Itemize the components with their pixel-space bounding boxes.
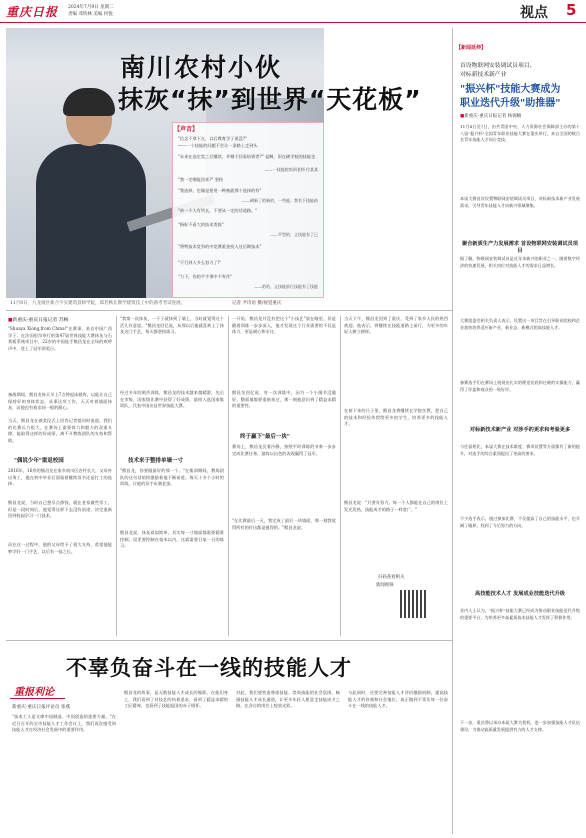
bottom-paragraph: 熊昌龙的故事，是无数技能人才成长的缩影。在他们身上，我们看到了对技艺的执着追求，看到了精益求精的工匠精神，也看到了技能报国的赤子情怀。 <box>124 690 228 709</box>
right-paragraph: 不少选手表示，通过参加比赛，不仅提高了自己的技能水平，也开阔了眼界，找到了今后努力的方向。 <box>460 516 580 528</box>
newspaper-logo: 重庆日报 <box>6 5 59 19</box>
subheading: 终于赢下"最后一块" <box>240 434 290 440</box>
col3-paragraph: 一开始，熊昌龙并没有把这个"小技艺"放在眼里，但是随着训练一步步深入，他才发现这个行业需要的不仅是体力，更是耐心和专注。 <box>232 316 336 335</box>
bottom-paragraph: 对此，我们要营造尊重技能、崇尚技能的社会氛围，畅通技能人才成长通道，让更多年轻人愿意走技能成才之路，在各自的岗位上绽放光彩。 <box>236 690 340 709</box>
col3-paragraph: "在比赛最后一天，我完成了最后一块墙面，那一刻我觉得所有的付出都是值得的。"熊昌龙说。 <box>232 518 336 530</box>
col1-paragraph: 而在这一过程中，他的父母给予了很大支持，希望他能够学好一门手艺，以后有一技之长。 <box>8 542 112 554</box>
section-title: 视点 <box>520 5 548 21</box>
right-headline: "振兴杯"技能大赛成为 <box>460 84 561 95</box>
quote-line: "力下，你的平手那中不有作" <box>178 274 233 279</box>
bottom-paragraph: 与此同时，还要完善技能人才评价激励机制，提高技能人才的待遇和社会地位，真正做到不辜负每一位奋斗在一线的技能人才。 <box>348 690 448 709</box>
headline-line2: 抹灰“抹”到世界“天花板” <box>118 85 422 114</box>
divider <box>6 640 452 641</box>
right-lead: 首设物联网安装调试员项目、 <box>460 63 536 69</box>
right-paragraph: 据了解，物联网安装调试员是近年来新兴的职业之一，随着数字经济的快速发展，相关岗位对技能人才的需求日益增长。 <box>460 256 580 268</box>
right-subheading: 高技能技术人才 发展成业技能迭代升级 <box>475 591 565 597</box>
right-paragraph: 与往届相比，本届大赛在技术难度、赛项设置等方面都有了新的提升，对选手的综合素质提出了更高的要求。 <box>460 444 580 456</box>
headline-line1: 南川农村小伙 <box>120 53 283 82</box>
subheading: 技术来于整排单墙一寸 <box>128 458 184 464</box>
qr-code-icon[interactable] <box>400 590 428 618</box>
col2-paragraph: 熊昌龙说，抹灰看似简单，其实每一寸墙面都需要精准控制，误差要控制在毫米以内，这就需要日复一日的练习。 <box>120 530 224 549</box>
bottom-byline: 新重庆-重庆日报评论员 张燕 <box>12 705 71 710</box>
issue-date: 2024年7月9日 星期二 <box>68 5 114 10</box>
quote-box-title: 【声音】 <box>174 126 199 133</box>
quote-line: ——一个技能的问题不会让一条路上走到头 <box>178 143 258 148</box>
qr-label: 扫码查看相关 <box>378 575 405 580</box>
bottom-paragraph: "技术工人是支撑中国制造、中国创造的重要力量。"在近日召开的全市技能人才工作会议上，我们再次感受到技能人才在经济社会发展中的重要作用。 <box>12 714 116 733</box>
quote-line: "我一定哪能回来?" 坚持 <box>178 177 224 182</box>
col4-paragraph: 当天下午，熊昌龙回到了重庆，受到了家乡人民的热烈欢迎。他表示，将继续在技能道路上前行，为更多的年轻人树立榜样。 <box>344 316 448 335</box>
quote-signature: ——刷新了的新的，一些能，我有下技能前 <box>242 198 318 203</box>
subheading: "偶说少年"重返校园 <box>14 458 64 464</box>
right-paragraph: 11月4日至7日，由共青团中央、人力资源社会保障部主办的第十八届"振兴杯"全国青年职业技能大赛在重庆举行，来自全国的数百名青年技能人才同台竞技。 <box>460 124 580 142</box>
right-paragraph: 本届大赛首次设置物联网安装调试员项目，对标新技术新产业发展需求，引导青年技能人才向新兴领域聚集。 <box>460 196 580 208</box>
quote-line: "单一个人有所长，不要从一定的话道路。" <box>178 208 258 213</box>
right-subheading: 聚合新质生产力发展需求 首设物联网安装调试员项目 <box>462 241 578 254</box>
col2-paragraph: 经过多年的刻苦训练，熊昌龙的技术越来越精湛，先后在市级、国家级比赛中获得了好成绩，最终入选国家集训队，代表中国出征世界技能大赛。 <box>120 390 224 409</box>
col2-paragraph: "我第一次抹灰，一下子就抹到了墙上，当时就觉得这个活儿有意思。"熊昌龙回忆说，从那以后他就喜欢上了抹灰这门手艺，每天都坚持练习。 <box>120 316 224 335</box>
right-lead: 对标新技术新产业 <box>460 72 507 78</box>
right-paragraph: 大赛组委会相关负责人表示，设置这一项目旨在引导职业院校和企业加快培养适应新产业、新业态、新模式的高技能人才。 <box>460 318 580 330</box>
quote-signature: ——哈哈，义技能前行技能有了技能 <box>254 284 318 289</box>
right-headline: 职业迭代升级"助推器" <box>460 98 561 109</box>
quote-signature: ——一技能院培训老师 付某某 <box>264 167 318 172</box>
quote-line: "不行到人多么努力了!" <box>178 260 222 265</box>
editor-credits: 责编 邓铁林 美编 何悦 <box>68 12 113 17</box>
col1-paragraph: 熊昌龙说，当时自己想早点挣钱，就在老家做些零工，但是一段时间后，他觉得这样下去没有前途，决定重新回到校园学习一门技术。 <box>8 500 112 519</box>
quote-line: "我选择，也像是要用一种被就那个选择的有" <box>178 188 262 193</box>
col3-paragraph: 赛场上，熊昌龙沉着冷静，按照平时训练的节奏一步步完成比赛任务，最终以出色的表现赢得了冠军。 <box>232 444 336 456</box>
quote-line: "将特技术竞争的中竞赛重金投入这后期技术" <box>178 244 262 249</box>
page-number: 5 <box>566 1 577 19</box>
right-paragraph: 下一步，重庆将以承办本届大赛为契机，进一步加强技能人才队伍建设，为推动高质量发展提供有力的人才支撑。 <box>460 720 580 732</box>
col1-intro: "Shuaya Xiong,from China!"在赛事，来自中国广西学子、在法国里昂举行的第47届世界技能大赛抹灰与石膏板系统项目中，22岁的中国选手熊昌龙在全场的欢呼声中，登上了冠军领奖台。 <box>8 326 112 351</box>
column-rule <box>452 28 453 834</box>
column-rule <box>340 316 341 636</box>
right-tag: 【新闻延伸】 <box>456 45 487 51</box>
divider <box>10 698 65 699</box>
commentary-logo: 重报利论 <box>14 687 54 698</box>
photo-credit: 记者 尹诗语 摄/视觉重庆 <box>232 301 282 306</box>
right-byline: ■新重庆-重庆日报记者 杨锡楠 <box>460 114 522 119</box>
right-paragraph: 业内人士认为，"振兴杯"技能大赛已经成为推动职业技能迭代升级的重要平台，为培养更多高素质技术技能人才发挥了积极作用。 <box>460 608 580 620</box>
col3-paragraph: 熊昌龙回忆说，有一次训练中，因为一个小细节没做好，整面墙都要重新来过，那一刻他意识到了精益求精的重要性。 <box>232 390 336 409</box>
quote-line: "指标不看大的技术类练" <box>178 222 224 227</box>
divider <box>6 310 452 311</box>
quote-signature: ——平型的，义技能有了已 <box>270 232 318 237</box>
lead-byline: ■新重庆-重庆日报记者 苏畅 <box>8 318 69 323</box>
col1-paragraph: 备战期间，熊昌龙每天早上7点钟起床锻炼，以能让自己保持好的身体状态。从事这项工作，天天对着墙面抹灰，而他也有着非同一般的耐心。 <box>8 392 112 411</box>
bottom-headline: 不辜负奋斗在一线的技能人才 <box>66 656 352 680</box>
col2-paragraph: "熊昌龙，你要做最好的那一个。"在集训期间，教练团队的这句话始终激励着他不断前进。每天十多个小时的训练，让他的双手布满老茧。 <box>120 468 224 487</box>
right-paragraph: 参赛选手们在赛场上展现出扎实的理论功底和过硬的实操能力，赢得了评委和观众的一致好评。 <box>460 380 580 392</box>
quote-line: "信念不拿下在，以后教育学子说没?" <box>178 136 247 141</box>
photo-caption: 11月8日，九龙坡区新合宇实建筑技师学院，郑若秋在教学建筑技工中的备考考试进展。 <box>10 301 186 306</box>
col1-paragraph: 2016年，16岁的熊昌龙在家乡南川区农村长大，父母外出务工，他在初中毕业后面临着继续读书还是打工的选择。 <box>8 468 112 487</box>
qr-label: 新闻视频 <box>376 583 394 588</box>
right-subheading: 对标新技术新产业 对涉手的更求和考验更多 <box>469 427 571 433</box>
column-rule <box>228 316 229 636</box>
col4-paragraph: 熊昌龙说："只要肯努力，每一个人都能在自己的岗位上发光发热，技能成才的路子一样宽广。" <box>344 500 448 512</box>
column-rule <box>116 316 117 636</box>
col4-paragraph: 在接下来的日子里，熊昌龙将继续在学院任教，把自己的技术和经验传授给更多的学生，培养更多的技能人才。 <box>344 408 448 427</box>
quote-line: "未来在选定奖之后继续，并哪不回看培训者?" 是啊，旧在刷学校的技能也 <box>178 154 316 159</box>
col1-paragraph: 当天，熊昌龙在颁奖仪式上回答记者提问时说道，我们的比赛压力很大，在赛场上需要体力和毅力的双重支撑，能取得这样的好成绩，离不开教练团队的支持和帮助。 <box>8 418 112 443</box>
